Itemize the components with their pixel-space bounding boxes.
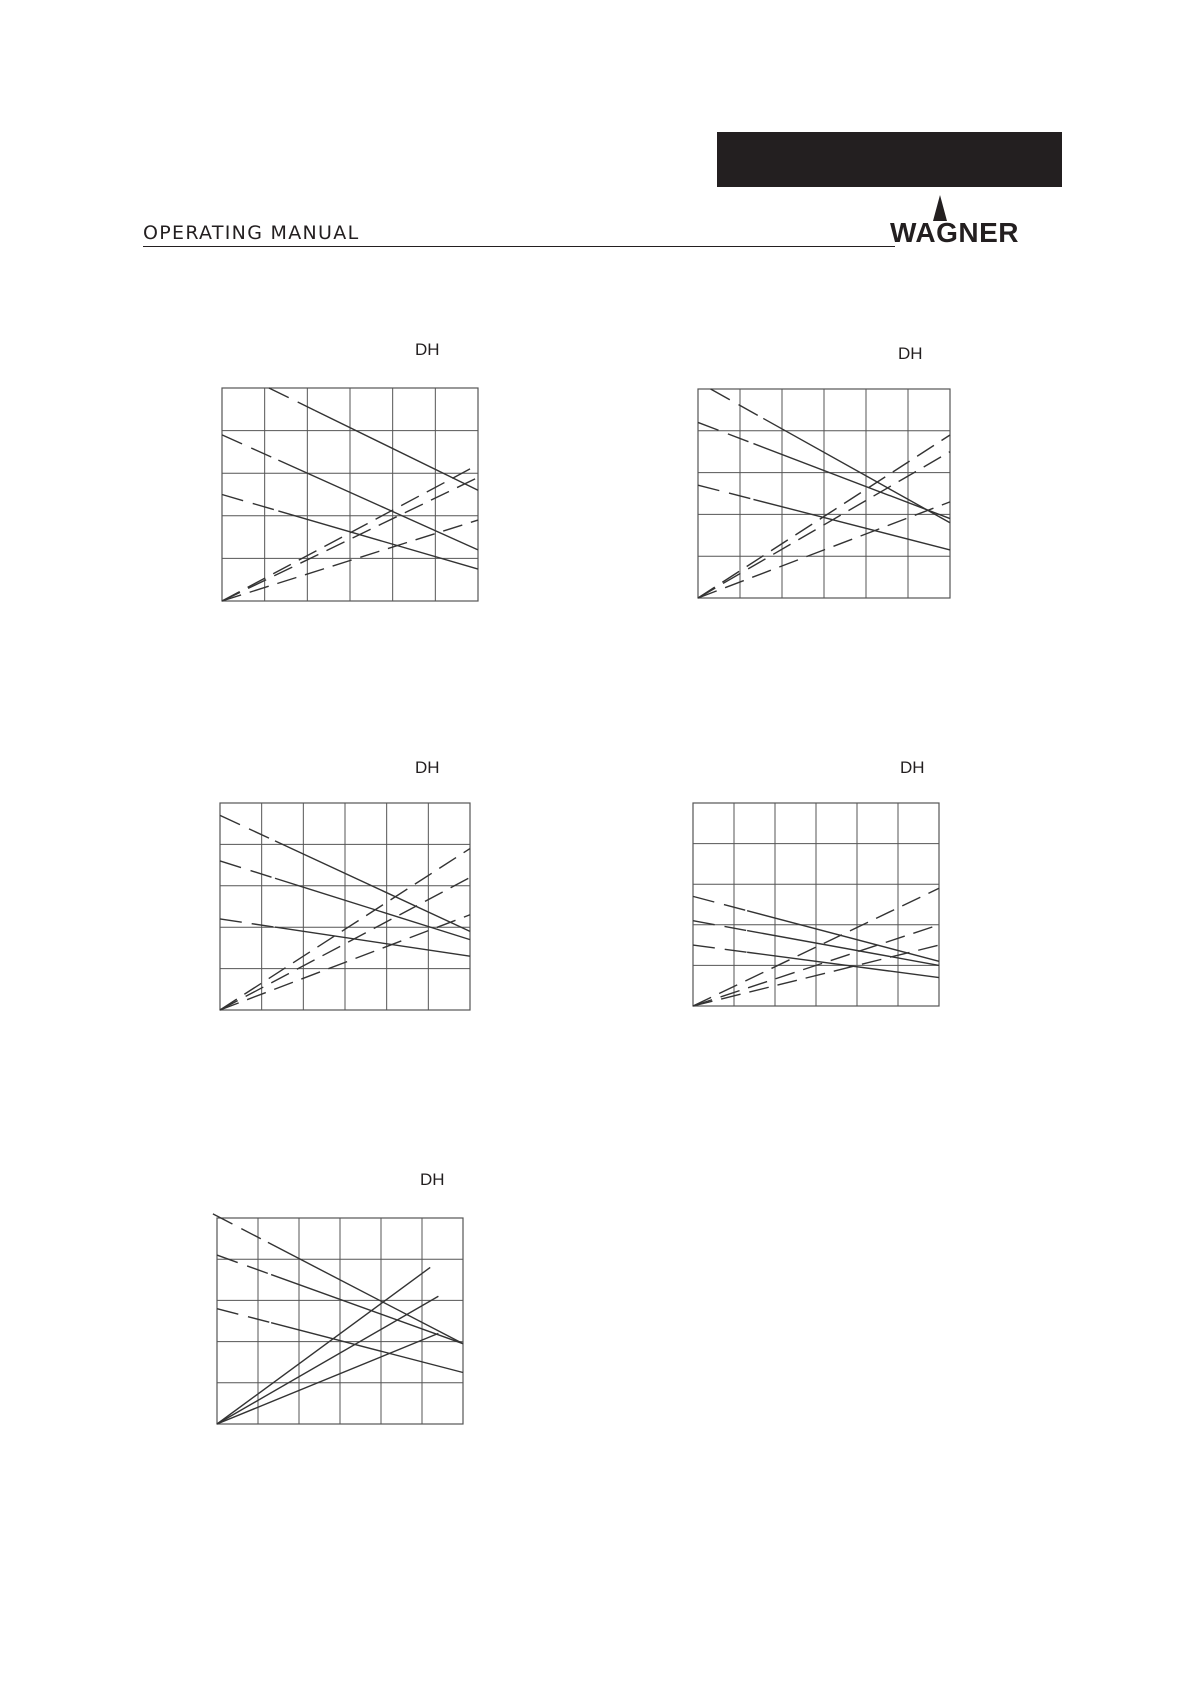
- chart-2-plot: [698, 344, 952, 606]
- series-line-2-dashed: [698, 422, 753, 443]
- chart-5-label: DH: [420, 1170, 445, 1189]
- chart-1: [222, 340, 478, 605]
- header-rule: [143, 246, 895, 247]
- chart-5-plot: [215, 1170, 463, 1426]
- chart-1-label: DH: [415, 340, 440, 359]
- chart-1-plot: [222, 340, 478, 605]
- chart-5: [215, 1170, 463, 1426]
- series-line-3-dashed: [222, 495, 278, 511]
- chart-3-label: DH: [415, 758, 440, 777]
- document-title: OPERATING MANUAL: [143, 222, 360, 244]
- series-line-2-dashed: [222, 435, 278, 460]
- series-line-1-dashed: [693, 896, 747, 910]
- series-line-3: [271, 1323, 463, 1373]
- series-line-2-dashed: [217, 1255, 271, 1274]
- chart-2: [698, 344, 952, 606]
- series-line-2-dashed: [220, 861, 275, 878]
- chart-4-plot: [693, 758, 941, 1008]
- header-black-bar: [717, 132, 1062, 187]
- chart-4-label: DH: [900, 758, 925, 777]
- series-line-1-dashed: [269, 388, 315, 410]
- series-line-1: [268, 1242, 463, 1343]
- series-line-6: [217, 1333, 438, 1424]
- wagner-logo: [890, 195, 1065, 251]
- series-line-5: [217, 1296, 438, 1424]
- series-line-3-dashed: [217, 1309, 271, 1323]
- series-line-2-dashed: [693, 921, 747, 931]
- chart-4: [693, 758, 941, 1008]
- series-line-3-dashed: [220, 919, 275, 927]
- chart-3: [220, 758, 472, 1012]
- series-line-2: [275, 878, 470, 939]
- series-line-3-dashed: [693, 945, 747, 952]
- series-line-2: [271, 1275, 463, 1344]
- brand-name: WAGNER: [890, 217, 1019, 248]
- series-line-1-dashed: [711, 389, 764, 418]
- chart-3-plot: [220, 758, 472, 1012]
- series-line-1-dashed: [220, 815, 275, 841]
- series-line-3: [278, 511, 478, 569]
- series-line-4: [217, 1267, 430, 1424]
- chart-2-label: DH: [898, 344, 923, 363]
- series-line-3-dashed: [698, 485, 753, 499]
- series-line-1: [763, 418, 950, 522]
